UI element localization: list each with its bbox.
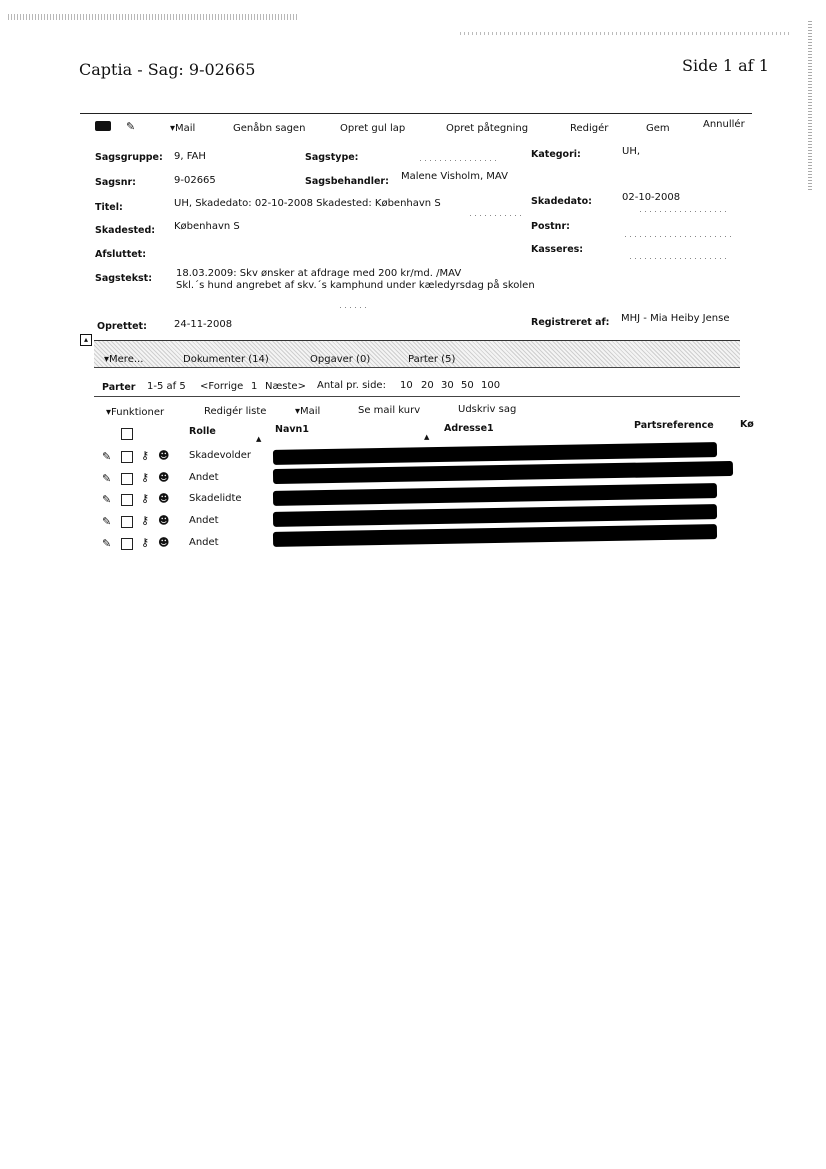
edit-row-icon[interactable]: ✎ — [102, 472, 112, 485]
sagsgruppe-label: Sagsgruppe: — [95, 152, 163, 163]
row-checkbox[interactable] — [121, 516, 133, 528]
kasseres-label: Kasseres: — [531, 244, 584, 255]
row-role: Andet — [189, 537, 219, 548]
select-all-checkbox[interactable] — [121, 428, 133, 440]
edit-row-icon[interactable]: ✎ — [102, 537, 112, 550]
key-icon[interactable]: ⚷ — [141, 449, 150, 462]
row-checkbox[interactable] — [121, 473, 133, 485]
functions-dropdown[interactable]: ▾Funktioner — [106, 407, 165, 418]
key-icon[interactable]: ⚷ — [141, 492, 150, 505]
skadested-value: København S — [174, 221, 240, 232]
key-icon[interactable]: ⚷ — [141, 514, 150, 527]
sagsnr-value: 9-02665 — [174, 175, 216, 186]
row-role: Skadelidte — [189, 493, 242, 504]
titel-label: Titel: — [95, 202, 123, 213]
print-case-button[interactable]: Udskriv sag — [458, 404, 517, 415]
page-number: Side 1 af 1 — [682, 56, 769, 75]
per-page-50[interactable]: 50 — [461, 380, 474, 391]
edit-row-icon[interactable]: ✎ — [102, 493, 112, 506]
empty-field-dots — [640, 211, 730, 212]
per-page-30[interactable]: 30 — [441, 380, 454, 391]
redaction-bar — [273, 461, 733, 484]
row-checkbox[interactable] — [121, 538, 133, 550]
scan-noise-top — [8, 14, 298, 20]
skadedato-value: 02-10-2008 — [622, 192, 681, 203]
scan-noise-right — [808, 20, 812, 190]
sagstekst-line-2: Skl.´s hund angrebet af skv.´s kamphund under kæledyrsdag på skolen — [176, 280, 535, 291]
edit-row-icon[interactable]: ✎ — [102, 450, 112, 463]
header-rolle[interactable]: Rolle — [189, 426, 216, 437]
sagsbehandler-value: Malene Visholm, MAV — [401, 171, 508, 182]
edit-button[interactable]: Redigér — [570, 123, 609, 134]
header-navn1[interactable]: Navn1 — [275, 424, 309, 435]
person-icon[interactable]: ☻ — [158, 514, 170, 527]
row-role: Skadevolder — [189, 450, 252, 461]
header-koe[interactable]: Kø — [740, 419, 754, 430]
page-title: Captia - Sag: 9-02665 — [79, 60, 256, 79]
postnr-label: Postnr: — [531, 221, 570, 232]
row-role: Andet — [189, 472, 219, 483]
reopen-case-button[interactable]: Genåbn sagen — [233, 123, 306, 134]
sagstekst-line-1: 18.03.2009: Skv ønsker at afdrage med 200 kr/md. /MAV — [176, 268, 462, 279]
row-checkbox[interactable] — [121, 494, 133, 506]
person-icon[interactable]: ☻ — [158, 449, 170, 462]
expand-icon[interactable]: ▴ — [80, 334, 92, 346]
row-role: Andet — [189, 515, 219, 526]
empty-field-dots — [625, 236, 735, 237]
sagstype-label: Sagstype: — [305, 152, 359, 163]
pager-prev-link[interactable]: <Forrige — [200, 381, 244, 392]
afsluttet-label: Afsluttet: — [95, 249, 147, 260]
registreret-value: MHJ - Mia Heiby Jense — [621, 313, 730, 324]
person-icon[interactable]: ☻ — [158, 492, 170, 505]
folder-icon[interactable] — [95, 121, 111, 131]
tab-parties[interactable]: Parter (5) — [408, 354, 456, 365]
pager-label: Parter — [102, 382, 136, 393]
skadested-label: Skadested: — [95, 225, 156, 236]
pager-current: 1 — [251, 381, 258, 392]
sagsgruppe-value: 9, FAH — [174, 151, 206, 162]
per-page-10[interactable]: 10 — [400, 380, 413, 391]
sort-asc-icon[interactable]: ▲ — [256, 435, 262, 443]
sagstekst-label: Sagstekst: — [95, 273, 153, 284]
header-rule — [80, 113, 752, 114]
tab-documents[interactable]: Dokumenter (14) — [183, 354, 269, 365]
empty-field-dots — [420, 160, 500, 161]
redaction-bar — [273, 524, 717, 547]
sagsnr-label: Sagsnr: — [95, 177, 136, 188]
mail-basket-button[interactable]: Se mail kurv — [358, 405, 421, 416]
pager-next-link[interactable]: Næste> — [265, 381, 306, 392]
annotation-button[interactable]: Opret påtegning — [446, 123, 529, 134]
kategori-label: Kategori: — [531, 149, 581, 160]
titel-value: UH, Skadedato: 02-10-2008 Skadested: København S — [174, 198, 441, 209]
person-icon[interactable]: ☻ — [158, 471, 170, 484]
empty-field-dots — [340, 307, 370, 308]
redaction-bar — [273, 483, 717, 506]
party-mail-dropdown[interactable]: ▾Mail — [295, 406, 321, 417]
pager-rule — [94, 396, 740, 397]
per-page-100[interactable]: 100 — [481, 380, 501, 391]
person-icon[interactable]: ☻ — [158, 536, 170, 549]
header-adresse1[interactable]: Adresse1 — [444, 423, 494, 434]
edit-list-button[interactable]: Redigér liste — [204, 406, 267, 417]
per-page-label: Antal pr. side: — [317, 380, 386, 391]
edit-row-icon[interactable]: ✎ — [102, 515, 112, 528]
kategori-value: UH, — [622, 146, 641, 157]
sagsbehandler-label: Sagsbehandler: — [305, 176, 389, 187]
pager-range: 1-5 af 5 — [147, 381, 186, 392]
redaction-bar — [273, 504, 717, 527]
key-icon[interactable]: ⚷ — [141, 471, 150, 484]
save-button[interactable]: Gem — [646, 123, 670, 134]
header-partsreference[interactable]: Partsreference — [634, 420, 714, 431]
empty-field-dots — [470, 215, 525, 216]
oprettet-label: Oprettet: — [97, 321, 147, 332]
tab-tasks[interactable]: Opgaver (0) — [310, 354, 371, 365]
pencil-icon[interactable]: ✎ — [126, 120, 136, 133]
yellow-note-button[interactable]: Opret gul lap — [340, 123, 406, 134]
tab-more[interactable]: ▾Mere... — [104, 354, 144, 365]
cancel-button[interactable]: Annullér — [703, 119, 745, 130]
oprettet-value: 24-11-2008 — [174, 319, 233, 330]
mail-dropdown[interactable]: ▾Mail — [170, 123, 196, 134]
row-checkbox[interactable] — [121, 451, 133, 463]
empty-field-dots — [630, 258, 730, 259]
key-icon[interactable]: ⚷ — [141, 536, 150, 549]
registreret-label: Registreret af: — [531, 317, 610, 328]
scan-noise-line — [460, 32, 790, 35]
skadedato-label: Skadedato: — [531, 196, 592, 207]
sort-asc-icon[interactable]: ▲ — [424, 433, 430, 441]
per-page-20[interactable]: 20 — [421, 380, 434, 391]
